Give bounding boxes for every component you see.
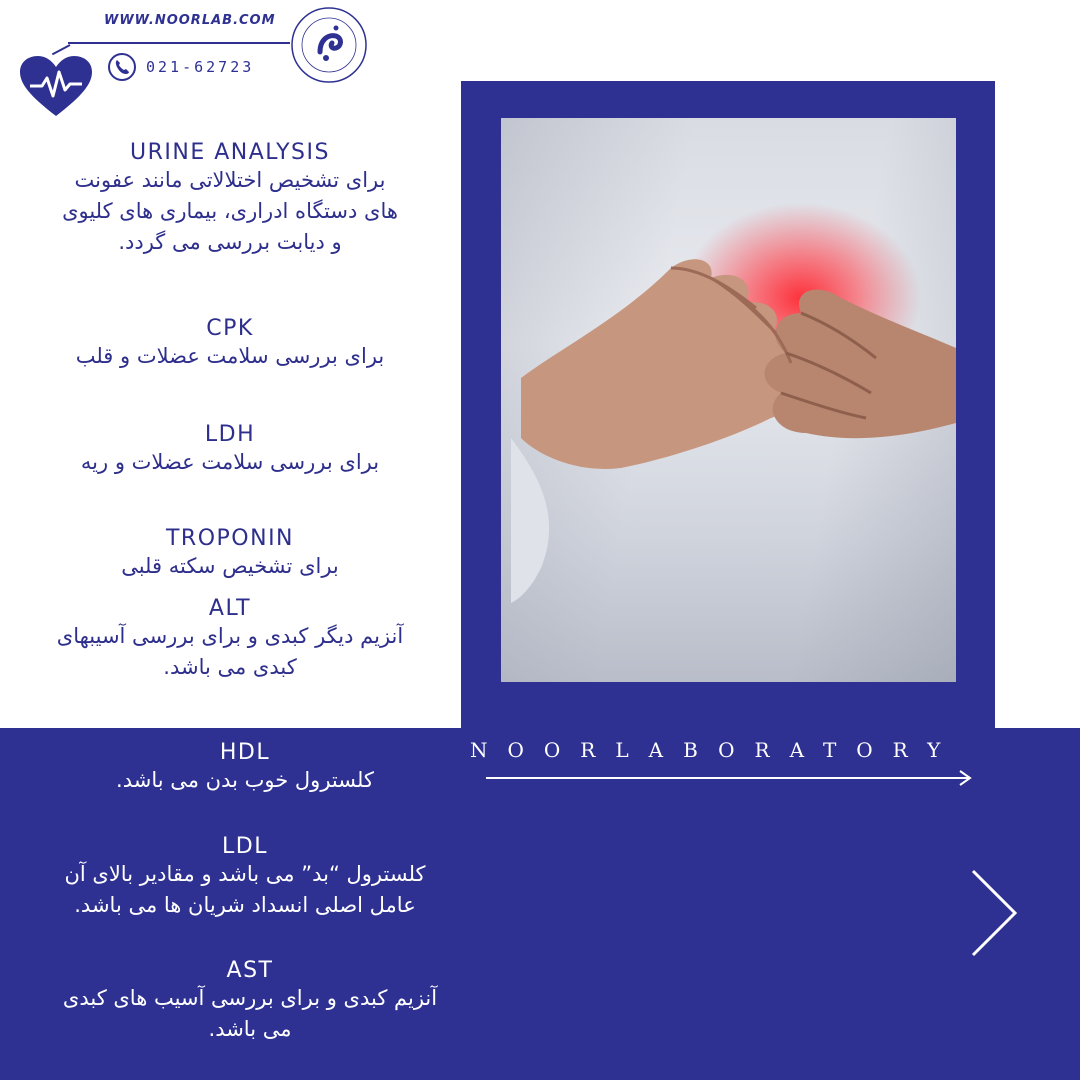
test-description-line: کبدی می باشد.: [163, 655, 297, 679]
test-title: HDL: [219, 740, 271, 765]
test-title: AST: [226, 958, 274, 983]
test-block-ldh: [10, 422, 450, 478]
test-description-line: برای تشخیص سکته قلبی: [121, 554, 339, 578]
test-title: TROPONIN: [165, 526, 295, 551]
test-description-line: عامل اصلی انسداد شریان ها می باشد.: [74, 893, 416, 917]
phone-number[interactable]: 021-62723: [146, 58, 255, 76]
test-title: ALT: [208, 596, 252, 621]
test-description-line: می باشد.: [208, 1017, 292, 1041]
test-block-cpk: [10, 316, 450, 372]
test-block-urine: [10, 140, 450, 258]
test-description-line: کلسترول خوب بدن می باشد.: [116, 768, 374, 792]
test-title: CPK: [206, 316, 254, 341]
test-description-line: آنزیم دیگر کبدی و برای بررسی آسیبهای: [56, 624, 404, 648]
header-divider: [68, 42, 290, 44]
noor-lab-seal: [290, 6, 368, 84]
test-block-alt: [10, 596, 450, 683]
test-block-ldl: [20, 834, 470, 921]
header-divider-slant: [52, 44, 71, 55]
test-block-hdl: [20, 740, 470, 796]
heartbeat-heart-icon: [20, 56, 92, 118]
website-url[interactable]: WWW.NOORLAB.COM: [104, 13, 276, 28]
test-title: URINE ANALYSIS: [130, 140, 330, 165]
brand-name: NOORLABORATORY: [470, 738, 961, 762]
chevron-right-icon[interactable]: [968, 868, 1020, 958]
hands-on-chest-illustration: [501, 118, 956, 682]
test-description-line: برای تشخیص اختلالاتی مانند عفونت: [74, 168, 386, 192]
test-description-line: آنزیم کبدی و برای بررسی آسیب های کبدی: [62, 986, 438, 1010]
test-description-line: های دستگاه ادراری، بیماری های کلیوی: [62, 199, 398, 223]
test-title: LDL: [222, 834, 268, 859]
test-block-troponin: [10, 526, 450, 582]
test-description-line: کلسترول “بد” می باشد و مقادیر بالای آن: [64, 862, 426, 886]
arrow-right-icon: [486, 768, 974, 788]
test-description-line: برای بررسی سلامت عضلات و قلب: [75, 344, 385, 368]
phone-icon: [107, 52, 137, 82]
test-title: LDH: [204, 422, 256, 447]
test-block-ast: [20, 958, 480, 1045]
chest-pain-photo: [501, 118, 956, 682]
test-description-line: برای بررسی سلامت عضلات و ریه: [80, 450, 380, 474]
test-description-line: و دیابت بررسی می گردد.: [118, 230, 342, 254]
